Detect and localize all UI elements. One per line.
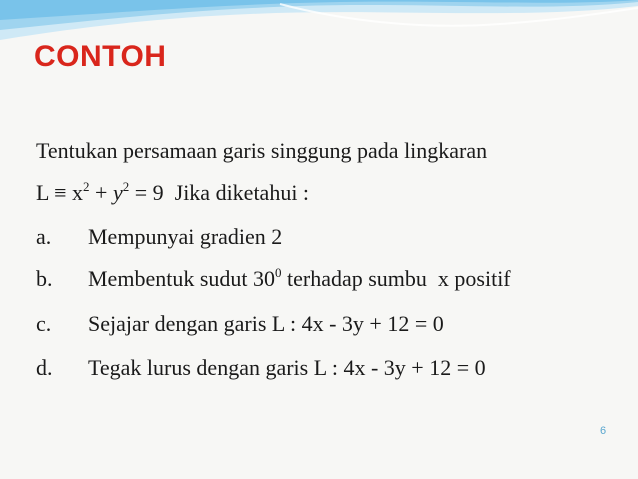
item-label: c. bbox=[36, 311, 52, 336]
item-text-after: terhadap sumbu x positif bbox=[281, 266, 511, 291]
equation-lhs: L ≡ x bbox=[36, 180, 84, 205]
slide-title: CONTOH bbox=[34, 40, 167, 73]
item-label: b. bbox=[36, 266, 53, 291]
item-text-before: Membentuk sudut 30 bbox=[88, 266, 275, 291]
degree-superscript: 0 bbox=[275, 265, 282, 280]
equation-plus: + bbox=[89, 180, 113, 205]
list-item-d bbox=[36, 355, 486, 381]
list-item-c bbox=[36, 311, 444, 337]
circle-equation bbox=[36, 180, 309, 206]
equation-y: y bbox=[112, 180, 123, 205]
y-exponent: 2 bbox=[122, 179, 130, 194]
page-number: 6 bbox=[600, 425, 607, 437]
item-label: d. bbox=[36, 355, 53, 380]
list-item-a bbox=[36, 224, 282, 250]
list-item-b bbox=[36, 266, 511, 292]
item-label: a. bbox=[36, 224, 52, 249]
item-text: Mempunyai gradien 2 bbox=[88, 224, 283, 249]
problem-intro: Tentukan persamaan garis singgung pada lingkaran bbox=[36, 138, 488, 163]
x-exponent: 2 bbox=[83, 179, 90, 194]
item-text: Sejajar dengan garis L : 4x - 3y + 12 = 0 bbox=[88, 311, 444, 336]
equation-rhs: = 9 Jika diketahui : bbox=[129, 180, 310, 205]
item-text: Tegak lurus dengan garis L : 4x - 3y + 12 = 0 bbox=[88, 355, 486, 380]
